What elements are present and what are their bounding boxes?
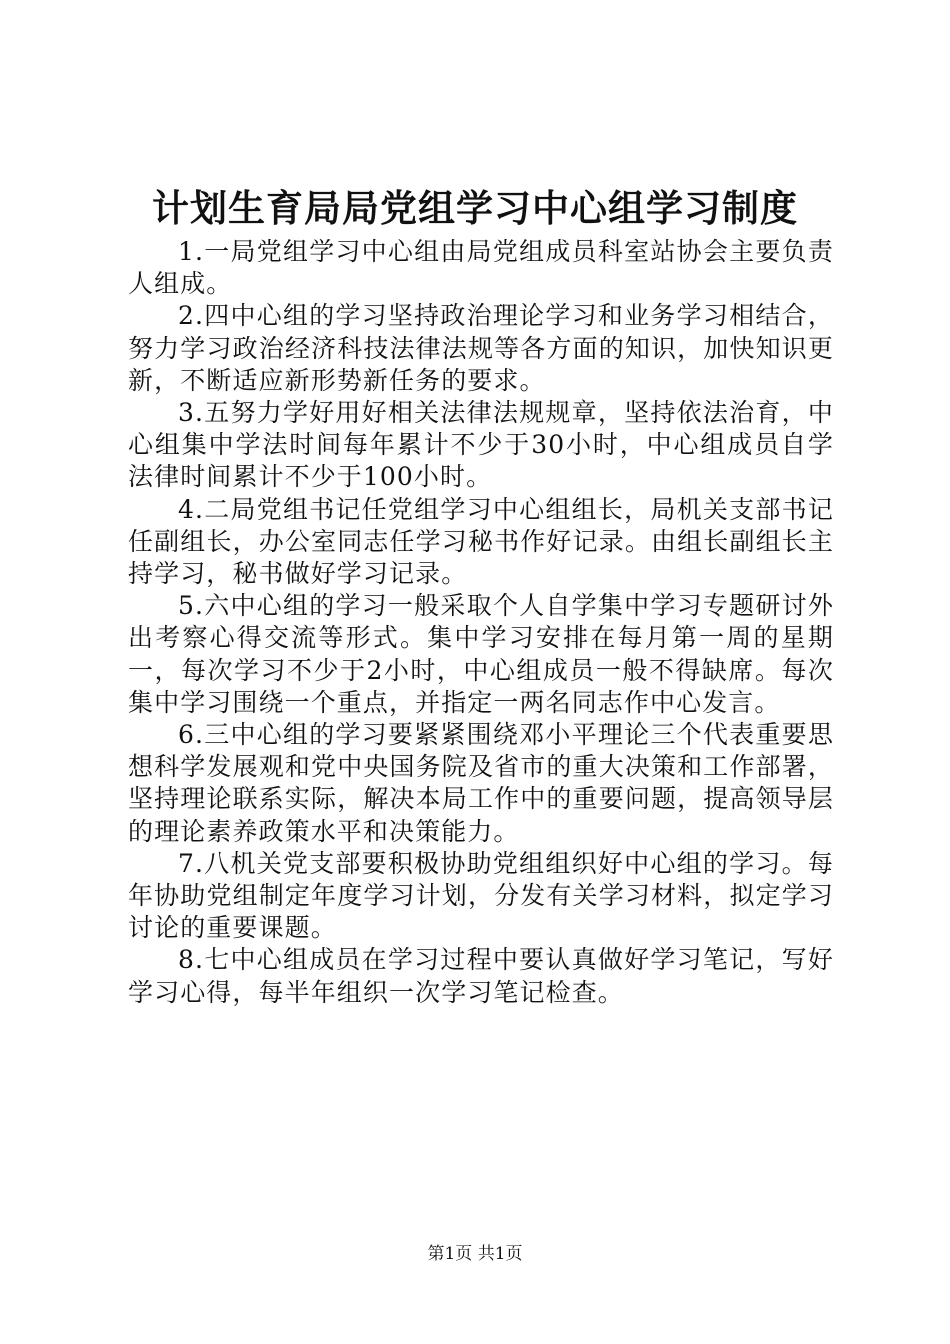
paragraph-7: 7.八机关党支部要积极协助党组组织好中心组的学习。每年协助党组制定年度学习计划，分发有关学习材料，拟定学习讨论的重要课题。 — [128, 848, 834, 943]
paragraph-3: 3.五努力学好用好相关法律法规规章，坚持依法治育，中心组集中学法时间每年累计不少于30小时，中心组成员自学法律时间累计不少于100小时。 — [128, 398, 834, 492]
paragraph-8: 8.七中心组成员在学习过程中要认真做好学习笔记，写好学习心得，每半年组织一次学习笔记检查。 — [128, 945, 834, 1007]
paragraph-5: 5.六中心组的学习一般采取个人自学集中学习专题研讨外出考察心得交流等形式。集中学习安排在每月第一周的星期一，每次学习不少于2小时，中心组成员一般不得缺席。每次集中学习围绕一个重点，并指定一两名同志作中心发言。 — [128, 591, 834, 717]
paragraph-6: 6.三中心组的学习要紧紧围绕邓小平理论三个代表重要思想科学发展观和党中央国务院及省市的重大决策和工作部署，坚持理论联系实际，解决本局工作中的重要问题，提高领导层的理论素养政策水平和决策能力。 — [128, 720, 834, 846]
page-footer: 第1页 共1页 — [427, 1244, 523, 1264]
document-title: 计划生育局局党组学习中心组学习制度 — [152, 186, 798, 230]
document-body — [128, 236, 834, 1009]
paragraph-1: 1.一局党组学习中心组由局党组成员科室站协会主要负责人组成。 — [128, 237, 834, 299]
paragraph-2: 2.四中心组的学习坚持政治理论学习和业务学习相结合，努力学习政治经济科技法律法规等各方面的知识，加快知识更新，不断适应新形势新任务的要求。 — [128, 301, 834, 395]
paragraph-4: 4.二局党组书记任党组学习中心组组长，局机关支部书记任副组长，办公室同志任学习秘书作好记录。由组长副组长主持学习，秘书做好学习记录。 — [128, 494, 834, 589]
